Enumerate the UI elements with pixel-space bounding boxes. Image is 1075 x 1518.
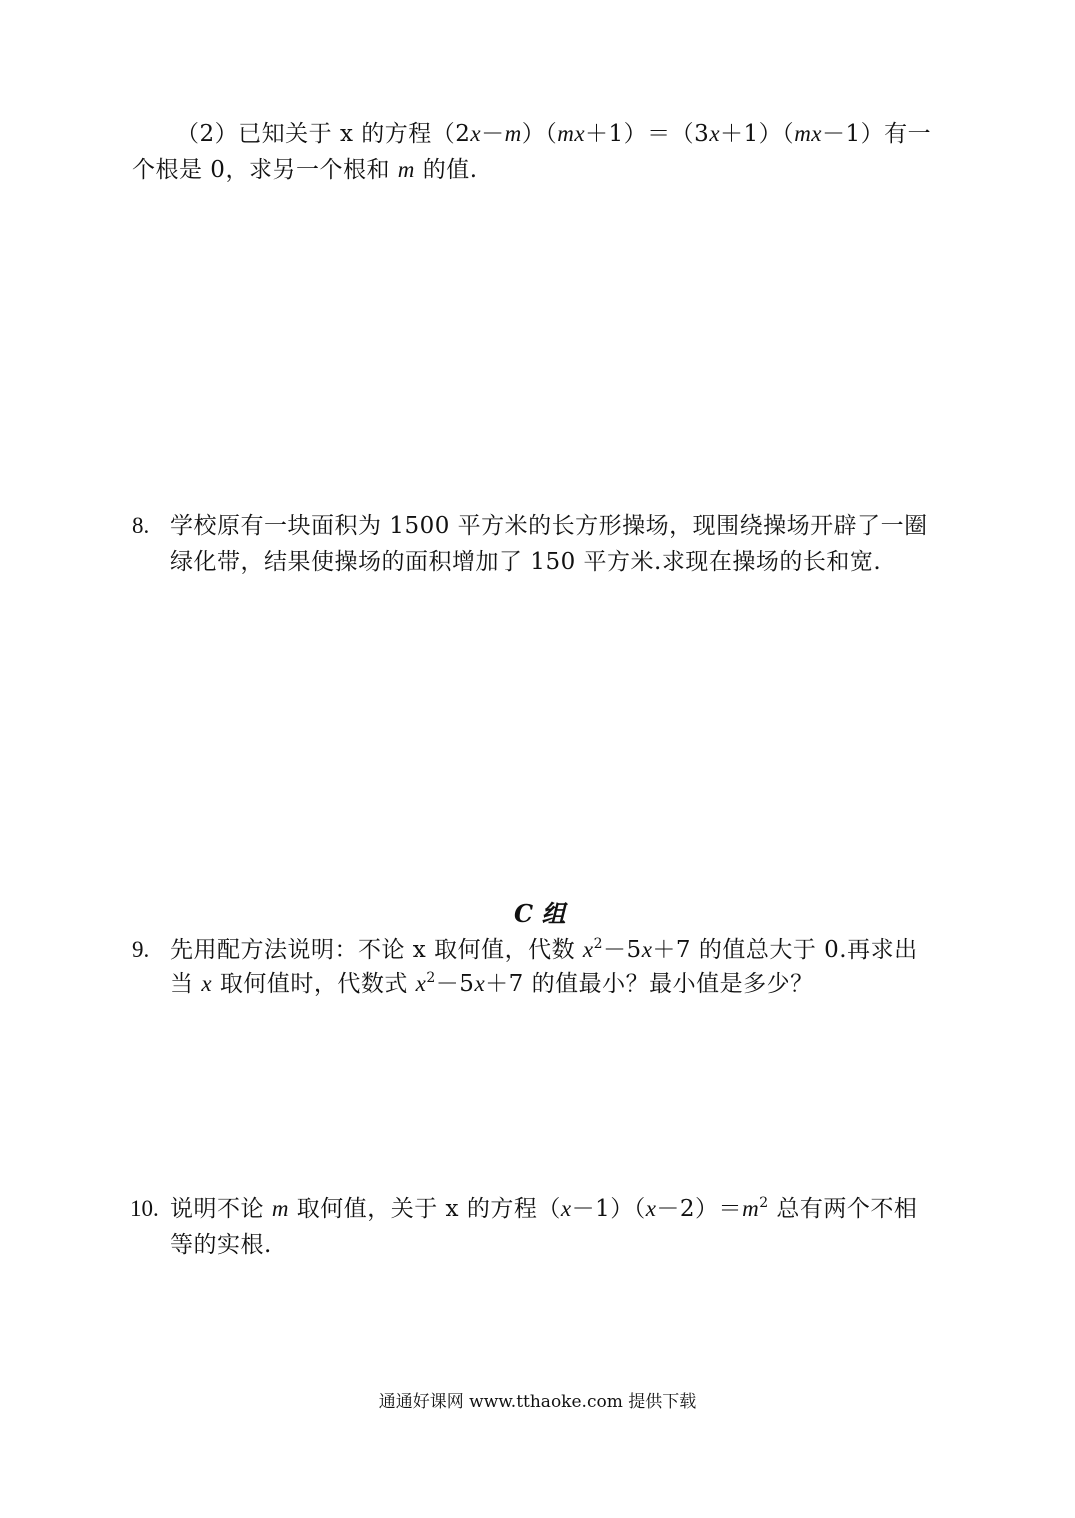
- q7-part2-line1: （2）已知关于 x 的方程（2x－m）（mx＋1）＝（3x＋1）（mx－1）有一: [176, 121, 932, 147]
- q8-number: 8.: [132, 513, 150, 538]
- group-c-heading: C 组: [514, 899, 566, 928]
- q9-line2: 当 x 取何值时，代数式 $x^2-5x+7$ 的值最小？最小值是多少？: [170, 970, 814, 997]
- q7-part2-line2: 个根是 0，求另一个根和 m 的值.: [132, 157, 478, 183]
- q9-number: 9.: [132, 937, 150, 962]
- q10-line1: 说明不论 m 取何值，关于 x 的方程$(x-1)(x-2)=m^2$ 总有两个不相: [170, 1195, 918, 1222]
- q9-line1: 先用配方法说明：不论 x 取何值，代数 $x^2-5x+7$ 的值总大于 0.再求出: [170, 936, 918, 963]
- q8-line1: 学校原有一块面积为 1500 平方米的长方形操场，现围绕操场开辟了一圈: [170, 513, 928, 539]
- q10-line2: 等的实根.: [170, 1232, 272, 1258]
- q10-number: 10.: [130, 1196, 159, 1221]
- footer-source-text: 通通好课网 www.tthaoke.com 提供下载: [378, 1392, 697, 1412]
- q8-line2: 绿化带，结果使操场的面积增加了 150 平方米.求现在操场的长和宽.: [170, 549, 882, 575]
